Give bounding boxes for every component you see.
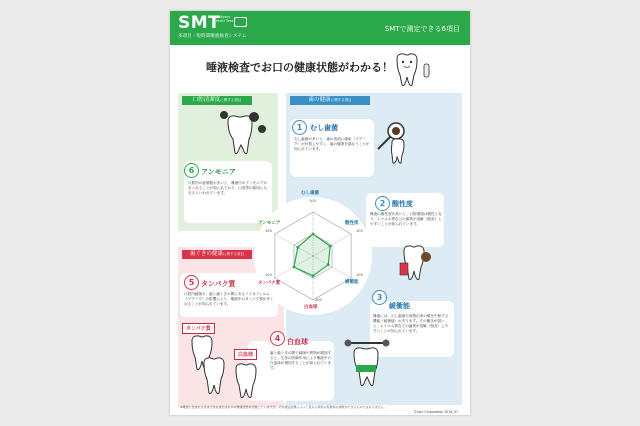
item-2-desc: 唾液の酸性度が高いと、口腔環境は酸性となり、エナメル質などの歯質が溶解（脱灰）しやすいことが知られています。: [370, 212, 442, 226]
radar-point-0: [312, 233, 315, 236]
item-4-desc: 歯と歯ぐきの間で細菌や異物が増加すると、生体の防御作用により唾液中の白血球が増加することが知られています。: [270, 351, 332, 370]
item-3-number: 3: [372, 290, 387, 305]
oral-cleanliness-title: 口腔清潔度に関する項目: [182, 96, 252, 105]
gum-health-title: 歯ぐきの健康に関する項目: [182, 250, 252, 259]
radar-tick-3: 100: [315, 298, 322, 302]
item-6-number: 6: [184, 163, 199, 178]
smt-logo: SMT: [178, 13, 221, 33]
radar-tick-5: 100: [265, 229, 272, 233]
radar-point-2: [327, 263, 330, 266]
item-1-desc: むし歯菌が多いと、歯の表面に歯垢（プラーク）が付着しやすく、歯の健康を損なうことが知られています。: [294, 137, 370, 151]
copyright: ©Lion Corporation 2016_07: [413, 410, 458, 414]
radar-tick-2: 100: [356, 273, 363, 277]
item-3-desc: 唾液には、むし歯菌や食物由来の酸を中和する機能（緩衝能）があります。その働きが弱いと、エナメル質などの歯質が溶解（脱灰）しやすいことが知られています。: [373, 314, 449, 333]
logo-subtitle: 多項目・短時間唾液検査システム: [178, 34, 247, 39]
item-6-title: アンモニア: [201, 168, 236, 176]
item-2-title: 酸性度: [392, 200, 413, 208]
radar-tick-1: 100: [356, 229, 363, 233]
teeth-health-title: 歯の健康に関する項目: [290, 96, 370, 105]
protein-tag: タンパク質: [182, 323, 215, 334]
item-5-title: タンパク質: [201, 280, 236, 288]
radar-axis-0: むし歯菌: [301, 191, 319, 196]
radar-axis-5: アンモニア: [258, 221, 281, 226]
item-2-number: 2: [375, 196, 390, 211]
radar-tick-4: 100: [265, 273, 272, 277]
item-5-number: 5: [184, 275, 199, 290]
headline: 唾液検査でお口の健康状態がわかる！: [206, 61, 393, 74]
wbc-tag: 白血球: [234, 349, 257, 360]
item-4-number: 4: [270, 331, 285, 346]
item-1-title: むし歯菌: [310, 124, 338, 132]
radar-tick-0: 100: [309, 199, 316, 203]
radar-point-5: [296, 246, 299, 249]
radar-point-3: [312, 274, 315, 277]
item-1-number: 1: [292, 120, 307, 135]
radar-point-1: [329, 245, 332, 248]
radar-chart: [170, 11, 470, 415]
radar-axis-4: タンパク質: [258, 281, 281, 286]
poster-sheet: [170, 11, 470, 415]
item-4-title: 白血球: [287, 338, 308, 346]
radar-axis-2: 緩衝能: [345, 280, 359, 285]
radar-point-4: [293, 266, 296, 269]
item-5-desc: 口腔内細菌や、歯と歯ぐきの間にあるバイオフィルム（プラーク）の影響により、唾液中のタンパク質が多くなることが知られています。: [184, 292, 274, 306]
radar-axis-1: 酸性度: [345, 221, 359, 226]
radar-data-polygon: [294, 234, 330, 276]
radar-axis-3: 白血球: [304, 305, 318, 310]
footer-note: ※唾液に含まれるさまざまな成分はお口の健康状態を反映していますが、その測定結果によって直ちに病気の有無等の診断ができるものではありません。: [180, 405, 387, 409]
header-right-title: SMTで測定できる6項目: [384, 25, 460, 33]
item-3-title: 緩衝能: [389, 302, 410, 310]
item-6-desc: 口腔内の総菌数が多いと、唾液中のアンモニアが多くなることが知られており、口臭等の原因にもなるといわれています。: [188, 181, 268, 195]
logo-small-text: Salivary Multi Test: [216, 15, 234, 24]
